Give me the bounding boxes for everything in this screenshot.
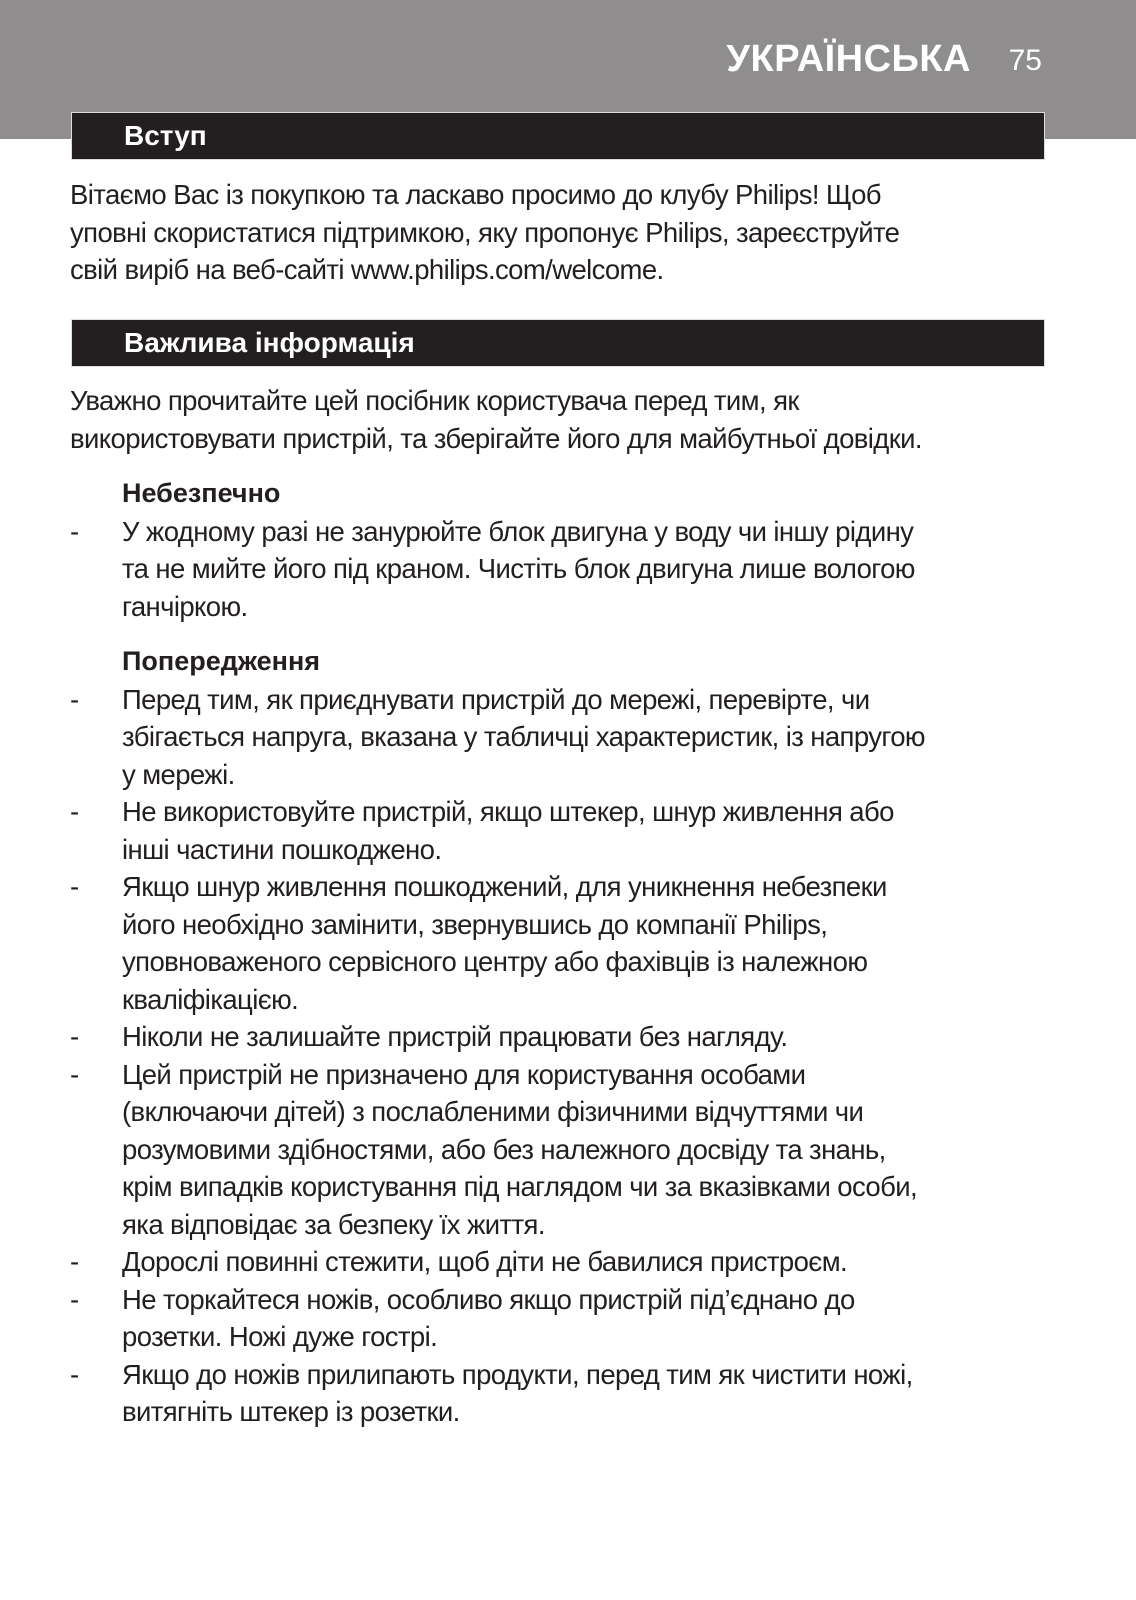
bullet-dash: - xyxy=(70,515,79,547)
bullet-dash: - xyxy=(70,683,79,715)
danger-section xyxy=(70,475,1070,625)
list-item xyxy=(70,1243,1070,1281)
text-line: Якщо до ножів прилипають продукти, перед тим як чистити ножі, xyxy=(122,1358,913,1390)
text-line: використовувати пристрій, та зберігайте його для майбутньої довідки. xyxy=(70,422,922,454)
bullet-dash: - xyxy=(70,1283,79,1315)
text-line: його необхідно замінити, звернувшись до компанії Philips, xyxy=(122,908,828,940)
text-line: збігається напруга, вказана у табличці характеристик, із напругою xyxy=(122,721,925,752)
list-item xyxy=(70,793,1070,868)
page-number: 75 xyxy=(1008,44,1042,77)
list-item xyxy=(70,1018,1070,1056)
bullet-dash: - xyxy=(70,871,79,902)
section-heading-important xyxy=(71,319,1045,367)
text-line: Уважно прочитайте цей посібник користувача перед тим, як xyxy=(70,385,799,416)
important-paragraph xyxy=(70,382,1070,457)
text-line: У жодному разі не занурюйте блок двигуна у воду чи іншу рідину xyxy=(122,515,914,547)
text-line: інші частини пошкоджено. xyxy=(122,833,442,865)
section-title: Вступ xyxy=(124,120,207,151)
list-item xyxy=(70,513,1070,626)
list-item xyxy=(70,1356,1070,1431)
text-line: Якщо шнур живлення пошкоджений, для уникнення небезпеки xyxy=(122,871,887,902)
warning-heading: Попередження xyxy=(122,646,321,676)
bullet-dash: - xyxy=(70,1058,79,1090)
text-line: кваліфікацією. xyxy=(122,983,299,1015)
text-line: Цей пристрій не призначено для користування особами xyxy=(122,1058,806,1090)
text-line: Перед тим, як приєднувати пристрій до мережі, перевірте, чи xyxy=(122,683,870,715)
text-line: яка відповідає за безпеку їх життя. xyxy=(122,1208,545,1240)
text-line: Вітаємо Вас із покупкою та ласкаво просимо до клубу Philips! Щоб xyxy=(70,179,881,210)
text-line: та не мийте його під краном. Чистіть блок двигуна лише вологою xyxy=(122,553,915,584)
text-line: уповноваженого сервісного центру або фахівців із належною xyxy=(122,946,868,977)
text-line: (включаючи дітей) з послабленими фізичними відчуттями чи xyxy=(122,1096,864,1127)
warning-section xyxy=(70,643,1070,1431)
bullet-dash: - xyxy=(70,1021,79,1052)
text-line: Не використовуйте пристрій, якщо штекер, шнур живлення або xyxy=(122,796,894,827)
text-line: Ніколи не залишайте пристрій працювати без нагляду. xyxy=(122,1021,788,1052)
text-line: розетки. Ножі дуже гострі. xyxy=(122,1321,438,1352)
list-item xyxy=(70,1281,1070,1356)
text-line: Дорослі повинні стежити, щоб діти не бавилися пристроєм. xyxy=(122,1246,848,1277)
intro-paragraph xyxy=(70,176,1070,289)
text-line: свій виріб на веб-сайті www.philips.com/welcome. xyxy=(70,254,664,285)
list-item xyxy=(70,681,1070,794)
section-title: Важлива інформація xyxy=(124,327,415,358)
danger-heading: Небезпечно xyxy=(122,478,281,508)
text-line: ганчіркою. xyxy=(122,590,248,622)
text-line: уповні скористатися підтримкою, яку пропонує Philips, зареєструйте xyxy=(70,216,900,248)
text-line: Не торкайтеся ножів, особливо якщо пристрій під’єднано до xyxy=(122,1283,855,1315)
bullet-dash: - xyxy=(70,1246,79,1277)
text-line: розумовими здібностями, або без належного досвіду та знань, xyxy=(122,1133,886,1165)
section-heading-intro xyxy=(71,112,1045,160)
text-line: у мережі. xyxy=(122,758,235,790)
text-line: витягніть штекер із розетки. xyxy=(122,1396,460,1427)
bullet-dash: - xyxy=(70,1358,79,1390)
language-title: УКРАЇНСЬКА xyxy=(726,38,971,80)
text-line: крім випадків користування під наглядом чи за вказівками особи, xyxy=(122,1171,918,1202)
bullet-dash: - xyxy=(70,796,79,827)
list-item xyxy=(70,868,1070,1018)
list-item xyxy=(70,1056,1070,1244)
